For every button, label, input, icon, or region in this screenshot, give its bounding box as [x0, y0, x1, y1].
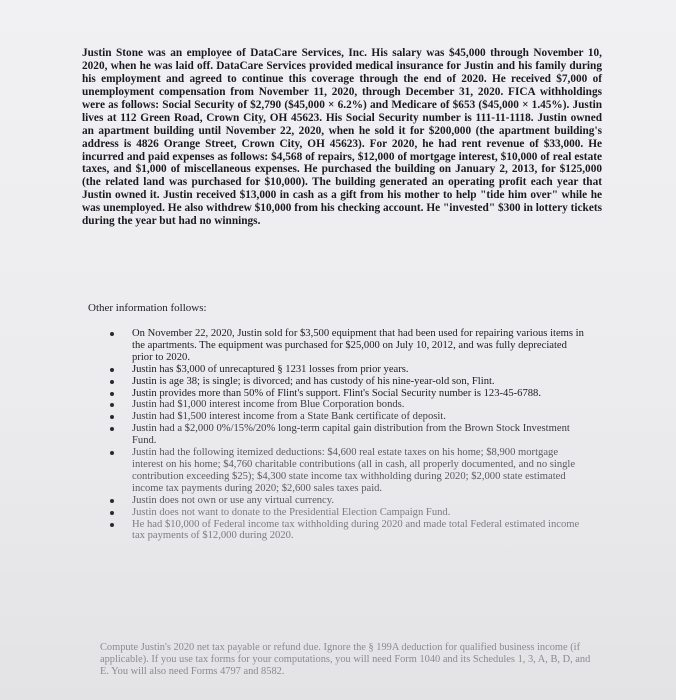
bullet-icon [110, 511, 114, 515]
bullet-icon [110, 332, 114, 336]
list-item: Justin had the following itemized deductions: $4,600 real estate taxes on his home; $8,900 mortgage interest on his home; $4,760 charitable contributions (all in cash, all properly documented, and no single contribution exceeding $25); $4,300 state income tax withholding during 2020; $2,000 state estimated income tax payments during 2020; $2,600 sales taxes paid. [110, 447, 590, 495]
bullet-icon [110, 499, 114, 503]
list-item: Justin provides more than 50% of Flint's support. Flint's Social Security number is 123-45-6788. [110, 388, 590, 400]
bullet-icon [110, 427, 114, 431]
list-item: Justin had a $2,000 0%/15%/20% long-term capital gain distribution from the Brown Stock Investment Fund. [110, 423, 590, 447]
bullet-icon [110, 403, 114, 407]
bullet-icon [110, 392, 114, 396]
bullet-icon [110, 523, 114, 527]
list-item: Justin does not want to donate to the Presidential Election Campaign Fund. [110, 507, 590, 519]
bullet-icon [110, 368, 114, 372]
list-item: Justin is age 38; is single; is divorced; and has custody of his nine-year-old son, Flint. [110, 376, 590, 388]
list-item: Justin had $1,500 interest income from a State Bank certificate of deposit. [110, 411, 590, 423]
information-list [110, 328, 590, 542]
bullet-icon [110, 451, 114, 455]
list-item: Justin has $3,000 of unrecaptured § 1231 losses from prior years. [110, 364, 590, 376]
intro-paragraph: Justin Stone was an employee of DataCare Services, Inc. His salary was $45,000 through November 10, 2020, when he was laid off. DataCare Services provided medical insurance for Justin and his family during his employment and agreed to continue this coverage through the end of 2020. He received $7,000 of unemployment compensation from November 11, 2020, through December 31, 2020. FICA withholdings were as follows: Social Security of $2,790 ($45,000 × 6.2%) and Medicare of $653 ($45,000 × 1.45%). Justin lives at 112 Green Road, Crown City, OH 45623. His Social Security number is 111-11-1118. Justin owned an apartment building until November 22, 2020, when he sold it for $200,000 (the apartment building's address is 4826 Orange Street, Crown City, OH 45623). For 2020, he had rent revenue of $33,000. He incurred and paid expenses as follows: $4,568 of repairs, $12,000 of mortgage interest, $10,000 of real estate taxes, and $1,000 of miscellaneous expenses. He purchased the building on January 2, 2013, for $125,000 (the related land was purchased for $10,000). The building generated an operating profit each year that Justin owned it. Justin received $13,000 in cash as a gift from his mother to help "tide him over" while he was unemployed. He also withdrew $10,000 from his checking account. He "invested" $300 in lottery tickets during the year but had no winnings. [82, 47, 602, 228]
bullet-icon [110, 380, 114, 384]
list-item: Justin had $1,000 interest income from Blue Corporation bonds. [110, 399, 590, 411]
bullet-icon [110, 415, 114, 419]
list-item: Justin does not own or use any virtual currency. [110, 495, 590, 507]
list-item: He had $10,000 of Federal income tax withholding during 2020 and made total Federal estimated income tax payments of $12,000 during 2020. [110, 519, 590, 543]
closing-instructions: Compute Justin's 2020 net tax payable or refund due. Ignore the § 199A deduction for qualified business income (if applicable). If you use tax forms for your computations, you will need Form 1040 and its Schedules 1, 3, A, B, D, and E. You will also need Forms 4797 and 8582. [100, 642, 591, 677]
list-item: On November 22, 2020, Justin sold for $3,500 equipment that had been used for repairing various items in the apartments. The equipment was purchased for $25,000 on July 10, 2012, and was fully depreciated prior to 2020. [110, 328, 590, 364]
other-information-heading: Other information follows: [88, 302, 207, 314]
